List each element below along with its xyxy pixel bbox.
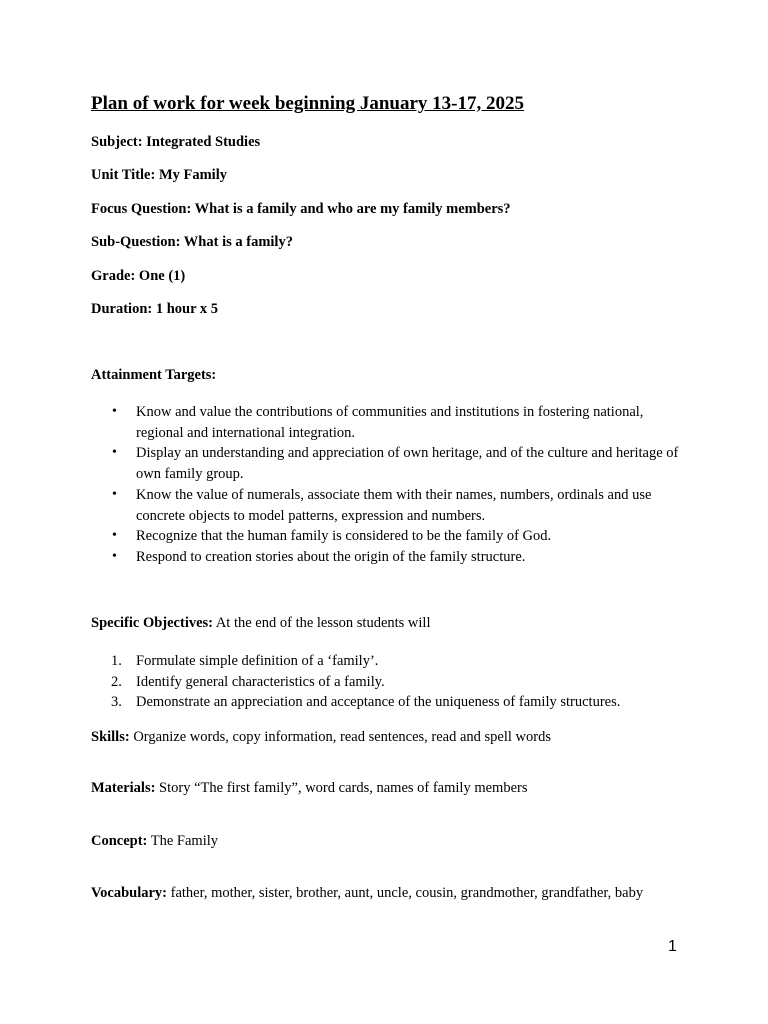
specific-objectives-text: At the end of the lesson students will	[213, 615, 431, 631]
list-item	[91, 402, 691, 443]
list-item	[91, 651, 691, 672]
page-title: Plan of work for week beginning January 13-17, 2025	[91, 93, 524, 114]
vocabulary-label: Vocabulary:	[91, 885, 167, 901]
sub-question-line: Sub-Question: What is a family?	[91, 234, 293, 250]
list-item-text: Demonstrate an appreciation and acceptance of the uniqueness of family structures.	[136, 694, 621, 711]
page-number: 1	[668, 938, 677, 955]
list-item	[91, 672, 691, 693]
list-number: 3.	[111, 694, 122, 711]
specific-objectives-label: Specific Objectives:	[91, 615, 214, 631]
list-item-text: Identify general characteristics of a family.	[136, 673, 385, 690]
concept-text: The Family	[147, 833, 219, 849]
skills-line	[91, 729, 551, 746]
list-item-text: Respond to creation stories about the origin of the family structure.	[136, 548, 526, 565]
materials-line	[91, 780, 527, 797]
bullet-icon: •	[112, 404, 117, 419]
objectives-list	[91, 651, 691, 713]
grade-line: Grade: One (1)	[91, 268, 186, 284]
materials-label: Materials:	[91, 780, 156, 796]
subject-line: Subject: Integrated Studies	[91, 134, 261, 150]
bullet-icon: •	[112, 445, 117, 461]
focus-question-line: Focus Question: What is a family and who are my family members?	[91, 201, 511, 217]
concept-label: Concept:	[91, 833, 148, 849]
list-item	[91, 485, 691, 526]
vocabulary-line	[91, 885, 643, 902]
list-item-text: Know and value the contributions of communities and institutions in fostering national, regional and international integration.	[136, 404, 644, 441]
vocabulary-text: father, mother, sister, brother, aunt, uncle, cousin, grandmother, grandfather, baby	[167, 885, 644, 901]
concept-line	[91, 833, 218, 850]
bullet-icon: •	[112, 528, 117, 544]
bullet-icon: •	[112, 486, 117, 502]
unit-title-line: Unit Title: My Family	[91, 167, 227, 183]
list-item	[91, 547, 691, 568]
list-item-text: Display an understanding and appreciation of own heritage, and of the culture and heritage of own family group.	[136, 445, 679, 483]
attainment-targets-heading: Attainment Targets:	[91, 367, 217, 383]
list-number: 1.	[111, 653, 122, 669]
list-item-text: Recognize that the human family is considered to be the family of God.	[136, 528, 552, 545]
list-item	[91, 443, 691, 484]
specific-objectives-line	[91, 615, 431, 632]
attainment-targets-list	[91, 402, 691, 568]
list-item-text: Know the value of numerals, associate them with their names, numbers, ordinals and use concrete objects to model patterns, expression and numbers.	[136, 486, 652, 524]
list-item-text: Formulate simple definition of a ‘family’.	[136, 653, 379, 669]
skills-label: Skills:	[91, 729, 130, 745]
list-item	[91, 692, 691, 713]
duration-line: Duration: 1 hour x 5	[91, 301, 219, 317]
list-item	[91, 526, 691, 547]
skills-text: Organize words, copy information, read sentences, read and spell words	[129, 729, 551, 745]
list-number: 2.	[111, 673, 122, 690]
bullet-icon: •	[112, 548, 117, 564]
materials-text: Story “The first family”, word cards, names of family members	[155, 780, 528, 796]
